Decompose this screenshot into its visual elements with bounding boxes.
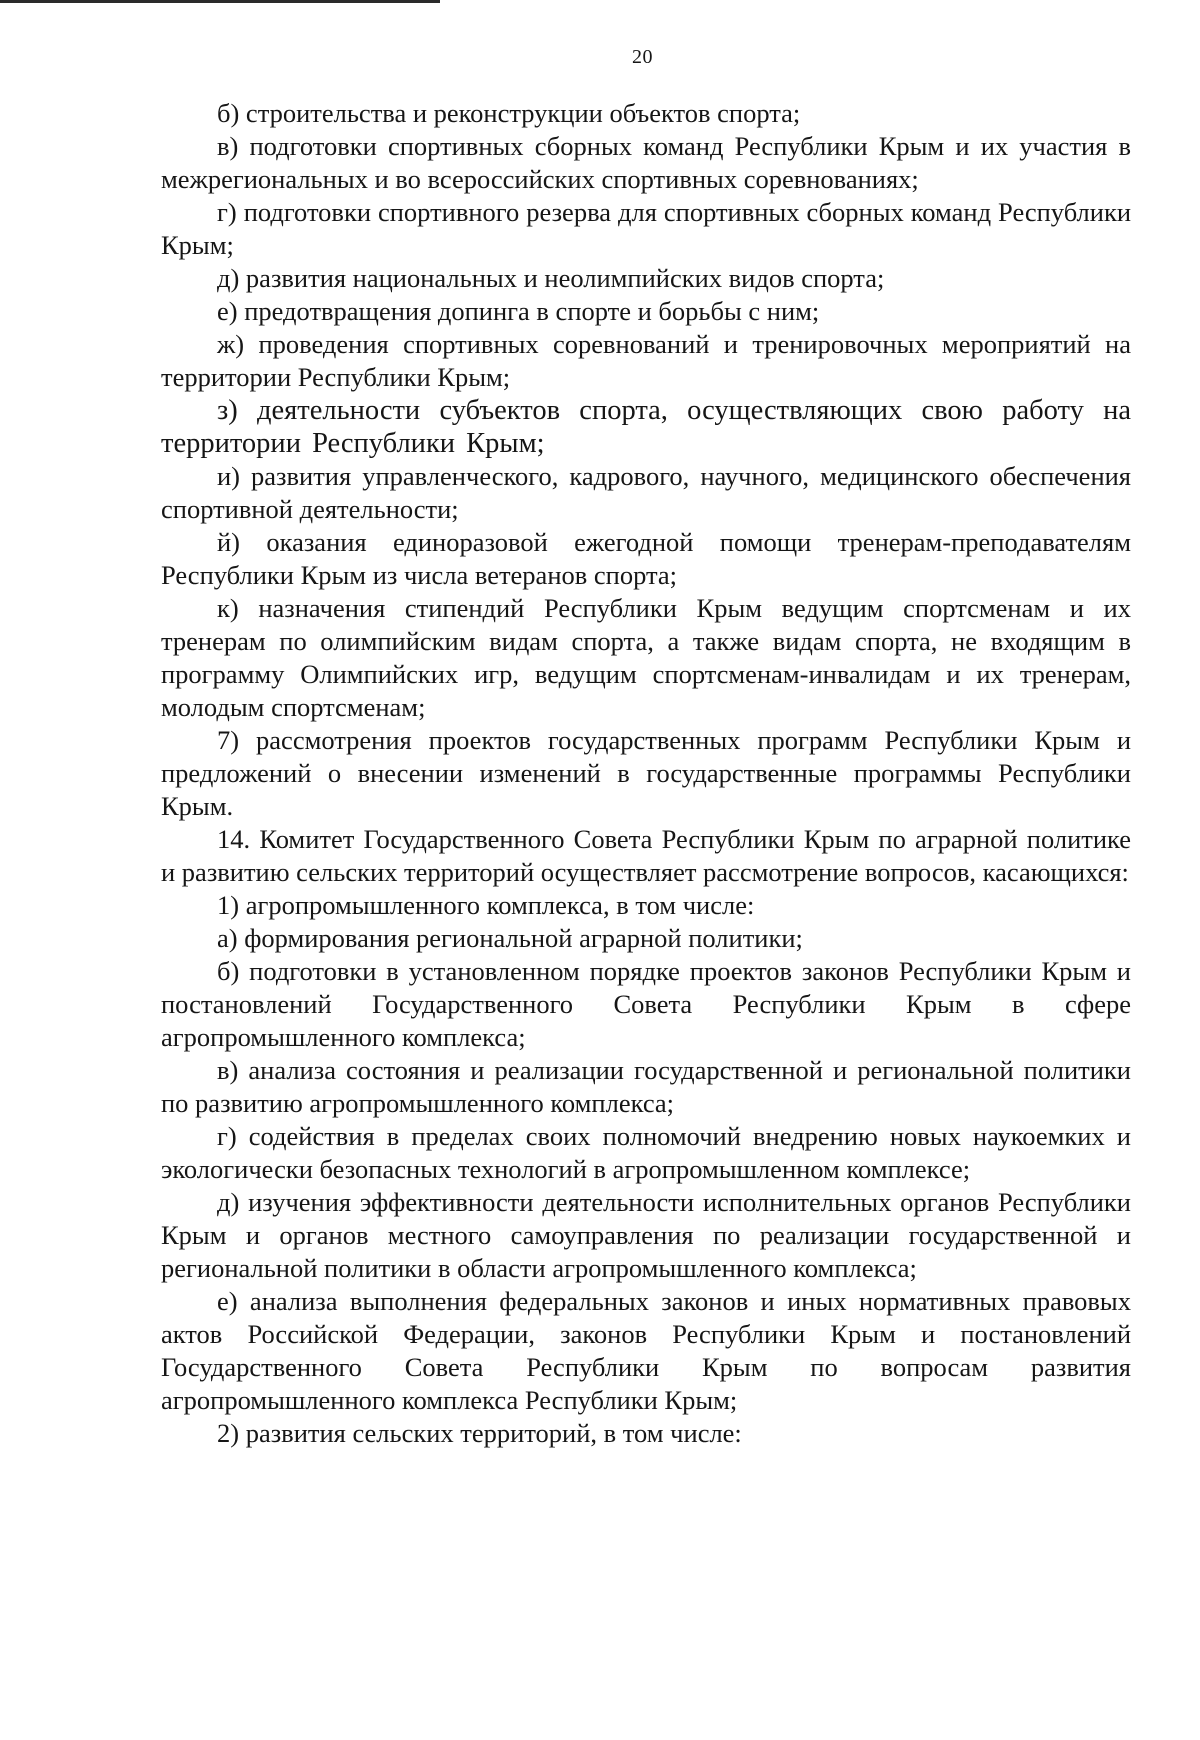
list-item-g-sport-reserve: г) подготовки спортивного резерва для спортивных сборных команд Республики Крым; — [161, 197, 1131, 260]
list-item-zh-competitions: ж) проведения спортивных соревнований и тренировочных мероприятий на территории Республики Крым; — [161, 329, 1131, 392]
page-number: 20 — [632, 46, 653, 68]
list-item-z-sport-subjects: з) деятельности субъектов спорта, осуществляющих свою работу на территории Республики Крым; — [161, 395, 1131, 459]
list-item-v-policy-analysis: в) анализа состояния и реализации государственной и региональной политики по развитию агропромышленного комплекса; — [161, 1055, 1131, 1118]
list-item-d-efficiency-study: д) изучения эффективности деятельности исполнительных органов Республики Крым и органов местного самоуправления по реализации государственной и региональной политики в области агропромышленного комплекса; — [161, 1187, 1131, 1283]
list-item-b-draft-laws: б) подготовки в установленном порядке проектов законов Республики Крым и постановлений Государственного Совета Республики Крым в сфере агропромышленного комплекса; — [161, 956, 1131, 1052]
list-item-1-agro-complex: 1) агропромышленного комплекса, в том числе: — [217, 890, 755, 920]
list-item-d-non-olympic-sports: д) развития национальных и неолимпийских видов спорта; — [217, 263, 885, 293]
scan-edge-line — [0, 0, 440, 3]
list-item-b-sport-facilities: б) строительства и реконструкции объектов спорта; — [217, 98, 801, 128]
list-item-y-veteran-coaches: й) оказания единоразовой ежегодной помощи тренерам-преподавателям Республики Крым из числа ветеранов спорта; — [161, 527, 1131, 590]
list-item-k-scholarships: к) назначения стипендий Республики Крым ведущим спортсменам и их тренерам по олимпийским видам спорта, а также видам спорта, не входящим в программу Олимпийских игр, ведущим спортсменам-инвалидам и их тренерам, молодым спортсменам; — [161, 593, 1131, 722]
list-item-2-rural-development: 2) развития сельских территорий, в том числе: — [217, 1418, 742, 1448]
section-14-agrarian-committee: 14. Комитет Государственного Совета Республики Крым по аграрной политике и развитию сельских территорий осуществляет рассмотрение вопросов, касающихся: — [161, 824, 1131, 887]
list-item-e-doping-prevention: е) предотвращения допинга в спорте и борьбы с ним; — [217, 296, 820, 326]
list-item-7-state-programs: 7) рассмотрения проектов государственных программ Республики Крым и предложений о внесении изменений в государственные программы Республики Крым. — [161, 725, 1131, 821]
document-body — [161, 97, 1131, 1450]
list-item-g-new-technologies: г) содействия в пределах своих полномочий внедрению новых наукоемких и экологически безопасных технологий в агропромышленном комплексе; — [161, 1121, 1131, 1184]
list-item-i-sport-support: и) развития управленческого, кадрового, научного, медицинского обеспечения спортивной деятельности; — [161, 461, 1131, 524]
list-item-v-national-teams: в) подготовки спортивных сборных команд Республики Крым и их участия в межрегиональных и во всероссийских спортивных соревнованиях; — [161, 131, 1131, 194]
list-item-e-law-analysis: е) анализа выполнения федеральных законов и иных нормативных правовых актов Российской Федерации, законов Республики Крым и постановлений Государственного Совета Республики Крым по вопросам развития агропромышленного комплекса Республики Крым; — [161, 1286, 1131, 1415]
list-item-a-agrarian-policy: а) формирования региональной аграрной политики; — [217, 923, 803, 953]
